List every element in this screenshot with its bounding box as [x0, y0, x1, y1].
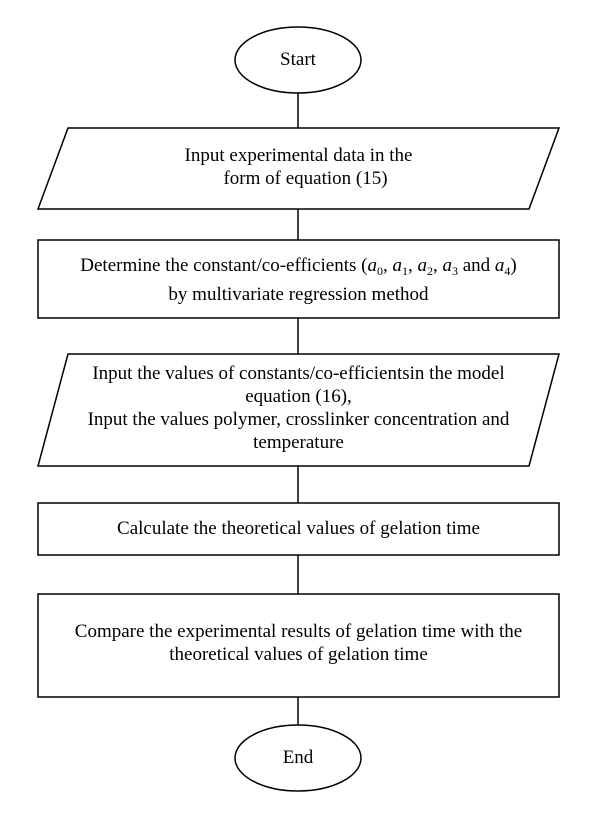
compare-line-2: theoretical values of gelation time — [169, 644, 428, 665]
coef-a2: $a_2$ — [417, 255, 433, 278]
coef-a3: $a_3$ — [442, 255, 458, 278]
compare-text — [38, 620, 559, 666]
input-values-text — [38, 362, 559, 454]
calculate-label: Calculate the theoretical values of gelation time — [117, 518, 480, 539]
end-label: End — [282, 747, 314, 768]
compare-line-1: Compare the experimental results of gelation time with the — [74, 621, 523, 642]
coef-a1: $a_1$ — [392, 255, 408, 278]
input-data-line-1: Input experimental data in the — [184, 145, 413, 166]
input-data-text — [38, 144, 559, 190]
determine-line-2: by multivariate regression method — [168, 284, 429, 305]
calculate-text — [38, 517, 559, 540]
determine-text — [38, 254, 559, 306]
coef-a4: $a_4$ — [494, 255, 511, 278]
coef-a0: $a_0$ — [367, 255, 383, 278]
input-values-line-4: temperature — [253, 432, 344, 453]
input-values-line-2: equation (16), — [245, 386, 352, 407]
input-values-line-1: Input the values of constants/co-efficientsin the model — [92, 363, 505, 384]
start-label: Start — [280, 49, 316, 70]
input-data-line-2: form of equation (15) — [223, 168, 388, 189]
determine-line-1: Determine the constant/co-efficients ($a_0$, $a_1$, $a_2$, $a_3$ and $a_4$) — [80, 255, 517, 278]
determine-prefix: Determine the constant/co-efficients ( — [80, 255, 368, 276]
input-values-line-3: Input the values polymer, crosslinker concentration and — [87, 409, 510, 430]
